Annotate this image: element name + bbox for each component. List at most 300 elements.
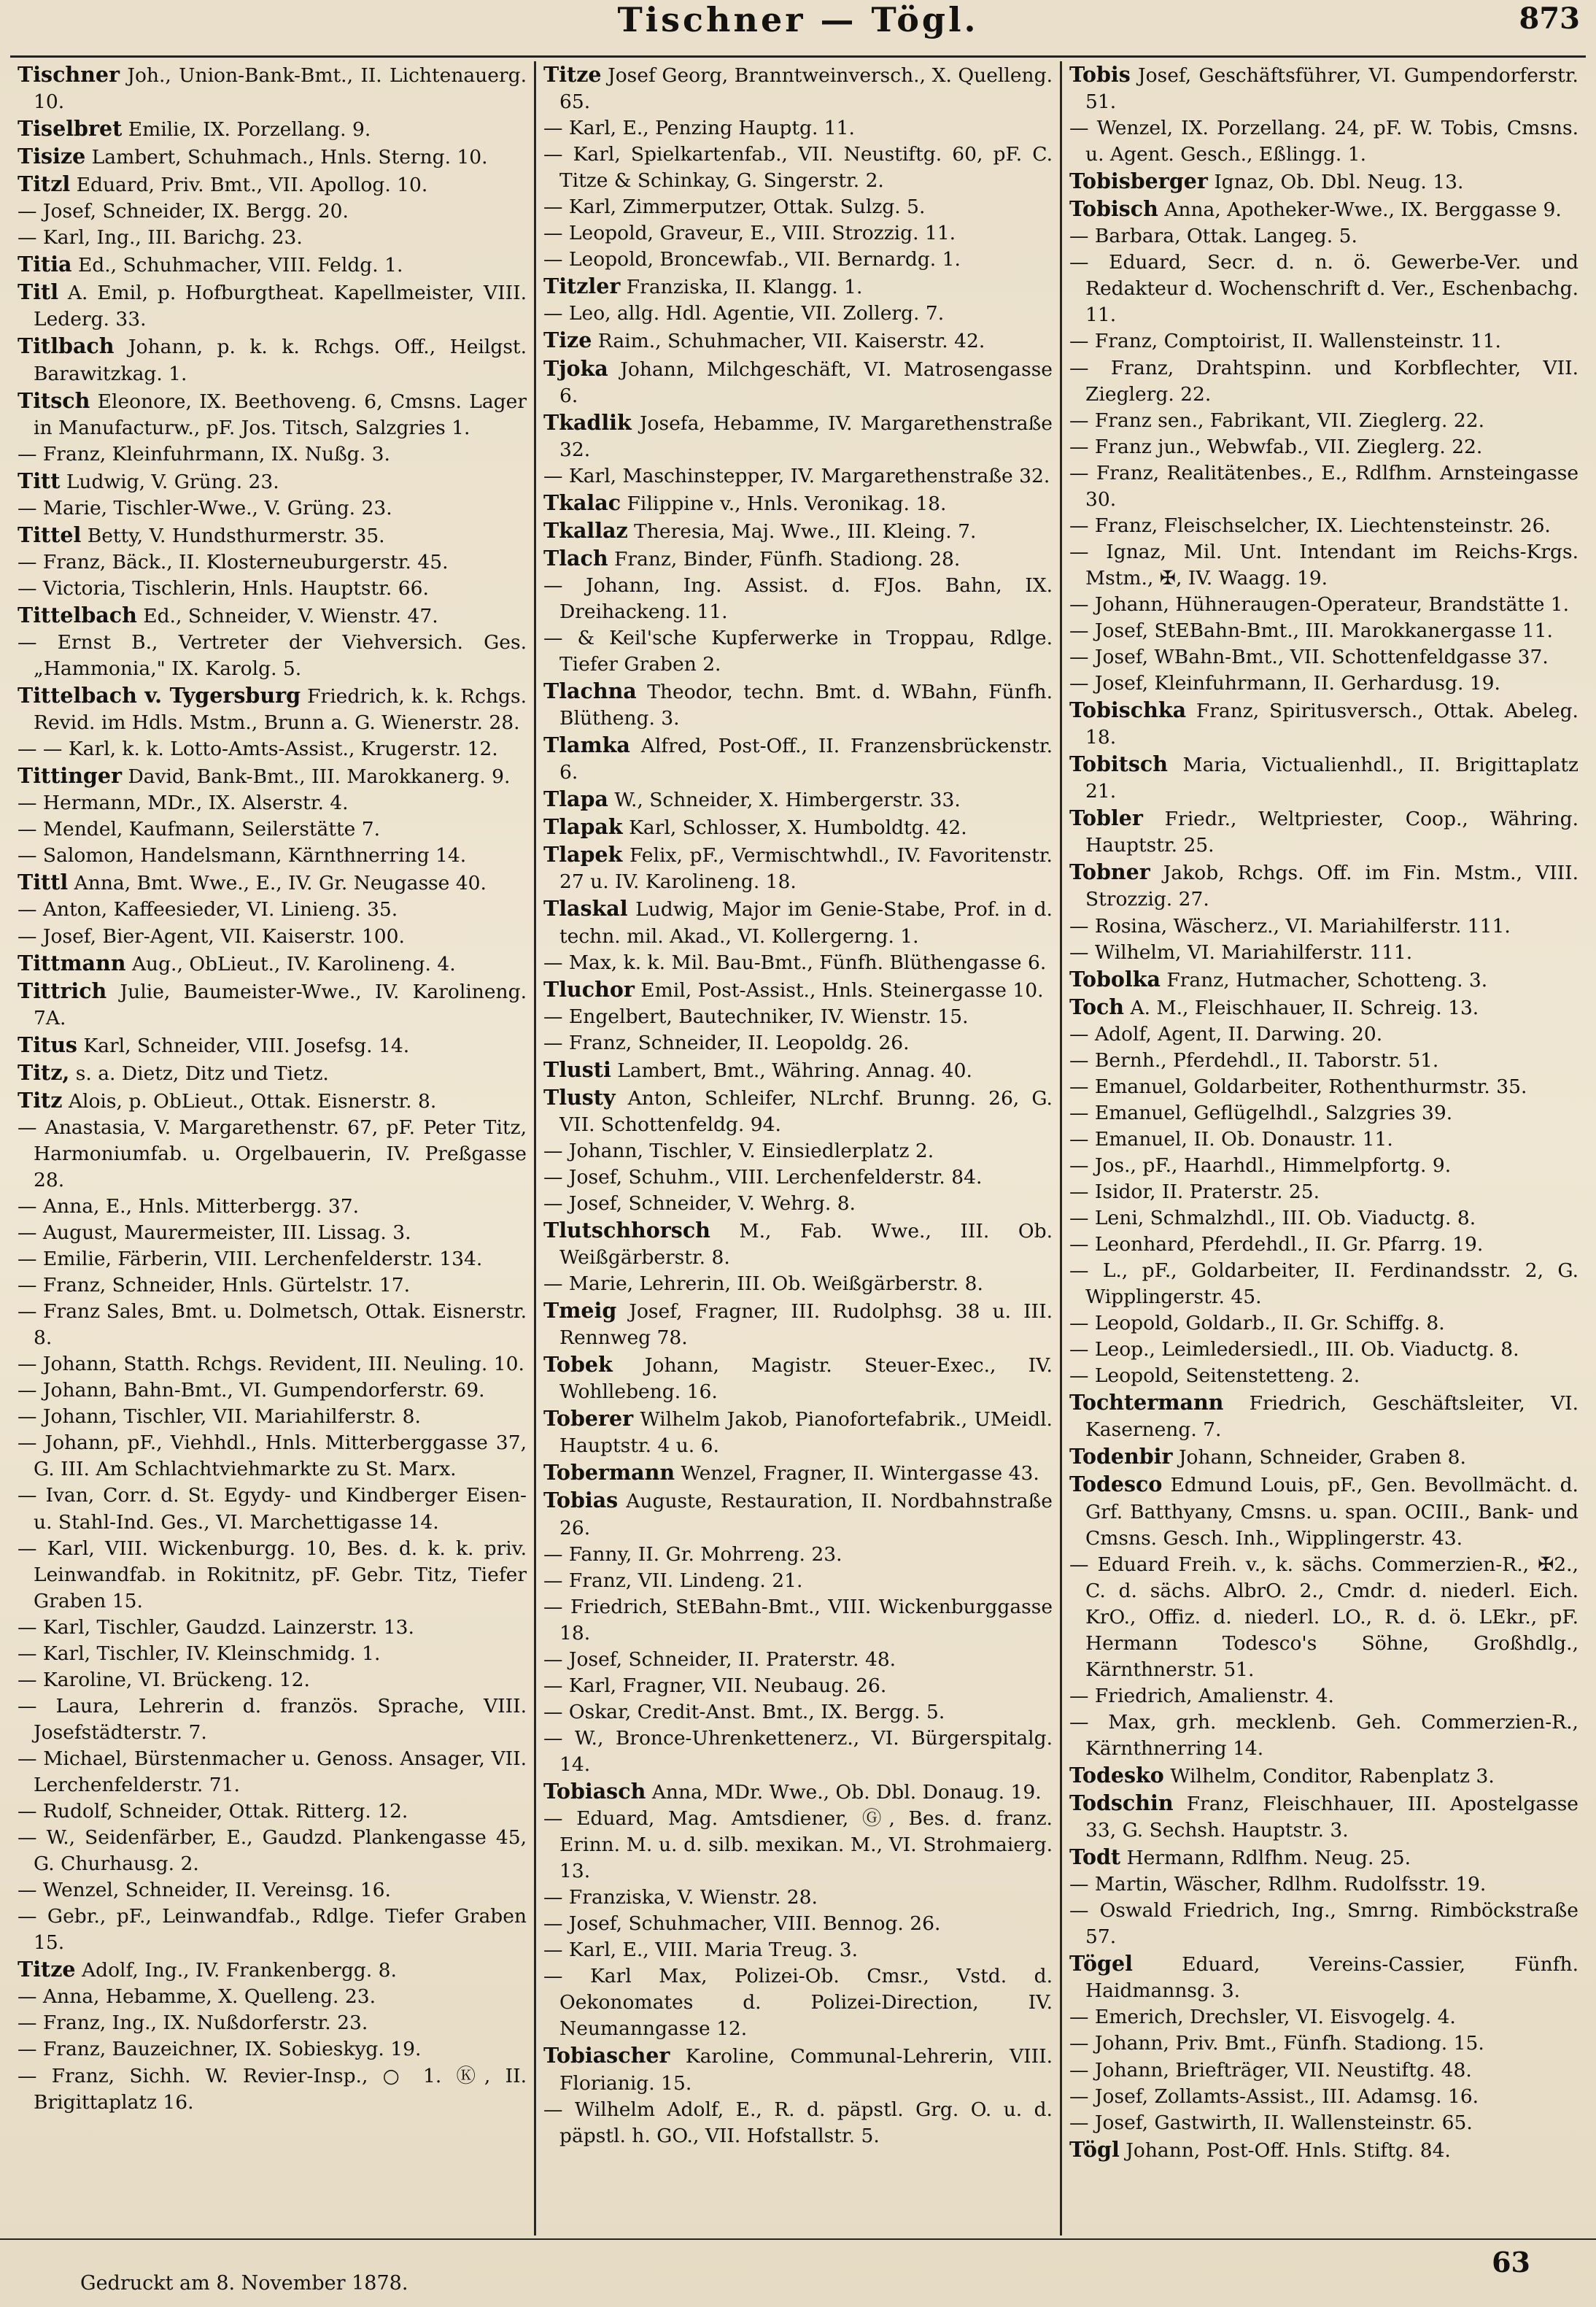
entry-details: — Josef, Schuhmacher, VIII. Bennog. 26. (543, 1912, 941, 1936)
entry-details: A. Emil, p. Hofburgtheat. Kapellmeister, VIII. Lederg. 33. (34, 282, 527, 331)
entry-details: — Max, k. k. Mil. Bau-Bmt., Fünfh. Blüthengasse 6. (543, 951, 1047, 974)
entry-details: Johann, Magistr. Steuer-Exec., IV. Wohllebeng. 16. (559, 1354, 1053, 1404)
entry-details: — Karl, Zimmerputzer, Ottak. Sulzg. 5. (543, 196, 926, 219)
entry-details: — Leni, Schmalzhdl., III. Ob. Viaductg. 8. (1069, 1207, 1476, 1230)
entry-details: Friedrich, k. k. Rchgs. Revid. im Hdls. Mstm., Brunn a. G. Wienerstr. 28. (34, 685, 527, 735)
directory-entry (18, 1430, 527, 1483)
directory-entry (543, 1542, 1053, 1568)
directory-entry (1069, 355, 1578, 408)
directory-entry (543, 545, 1053, 573)
entry-details: — Johann, Ing. Assist. d. FJos. Bahn, IX. Dreihackeng. 11. (543, 573, 1053, 623)
page-header (10, 0, 1586, 66)
entry-details: — Johann, Briefträger, VII. Neustiftg. 48. (1069, 2058, 1472, 2082)
entry-details: — Franz, Bäck., II. Klosterneuburgerstr. 45. (18, 550, 449, 573)
directory-entry (543, 355, 1053, 409)
directory-entry (18, 115, 527, 143)
entry-details: — Leopold, Seitenstetteng. 2. (1069, 1364, 1360, 1388)
directory-entry (1069, 618, 1578, 644)
entry-details: — Leo, allg. Hdl. Agentie, VII. Zollerg. 7. (543, 302, 945, 325)
entry-details: Ed., Schneider, V. Wienstr. 47. (143, 604, 438, 627)
directory-entry (543, 1004, 1053, 1030)
directory-entry (18, 1984, 527, 2010)
entry-details: — Rudolf, Schneider, Ottak. Ritterg. 12. (18, 1800, 408, 1823)
entry-details: Josef Georg, Branntweinversch., X. Quelleng. 65. (559, 64, 1053, 114)
directory-entry (1069, 1127, 1578, 1153)
directory-entry (18, 441, 527, 468)
entry-details: — Salomon, Handelsmann, Kärnthnerring 14. (18, 844, 467, 867)
entry-surname: Tisize (18, 144, 86, 169)
entry-details: — Josef, Schneider, II. Praterstr. 48. (543, 1647, 896, 1671)
directory-entry (18, 1641, 527, 1667)
entry-details: — — Karl, k. k. Lotto-Amts-Assist., Krugerstr. 12. (18, 738, 498, 761)
entry-details: — Franz, Comptoirist, II. Wallensteinstr. 11. (1069, 330, 1501, 353)
entry-details: — Ignaz, Mil. Unt. Intendant im Reichs-Krgs. Mstm., ✠, IV. Waagg. 19. (1069, 540, 1578, 590)
directory-entry (1069, 1100, 1578, 1127)
directory-entry (18, 1351, 527, 1377)
directory-entry (18, 1115, 527, 1194)
directory-entry (543, 463, 1053, 490)
directory-entry (18, 1825, 527, 1877)
directory-entry (1069, 460, 1578, 513)
entry-details: — Wilhelm, VI. Mariahilferstr. 111. (1069, 940, 1413, 964)
directory-entry (18, 790, 527, 816)
entry-details: — Anna, Hebamme, X. Quelleng. 23. (18, 1985, 376, 2009)
entry-details: — Johann, Tischler, VII. Mariahilferstr. 8. (18, 1405, 421, 1429)
entry-surname: Tobis (1069, 62, 1131, 87)
entry-details: — Engelbert, Bautechniker, IV. Wienstr. 15. (543, 1005, 969, 1028)
entry-surname: Tittinger (18, 763, 122, 789)
directory-entry (543, 678, 1053, 732)
directory-entry (543, 1647, 1053, 1673)
directory-entry (1069, 1048, 1578, 1074)
entry-details: — Anton, Kaffeesieder, VI. Linieng. 35. (18, 898, 398, 921)
entry-details: — Josef, StEBahn-Bmt., III. Marokkanergasse 11. (1069, 619, 1553, 642)
directory-entry (543, 327, 1053, 355)
entry-surname: Titze (543, 62, 602, 87)
entry-details: Friedr., Weltpriester, Coop., Währing. Hauptstr. 25. (1085, 808, 1578, 857)
entry-details: — Emanuel, Geflügelhdl., Salzgries 39. (1069, 1101, 1453, 1124)
entry-details: — Laura, Lehrerin d. französ. Sprache, VIII. Josefstädterstr. 7. (18, 1694, 527, 1744)
entry-details: Hermann, Rdlfhm. Neug. 25. (1126, 1847, 1411, 1870)
entry-details: — W., Seidenfärber, E., Gaudzd. Plankengasse 45, G. Churhausg. 2. (18, 1826, 527, 1876)
directory-entry (543, 409, 1053, 463)
directory-entry (543, 247, 1053, 273)
directory-entry (543, 1806, 1053, 1885)
entry-details: — Ivan, Corr. d. St. Egydy- und Kindberger Eisen- u. Stahl-Ind. Ges., VI. Marchettigasse 14. (18, 1484, 527, 1534)
entry-surname: Tkadlik (543, 409, 632, 435)
entry-details: — Karl, Fragner, VII. Neubaug. 26. (543, 1674, 887, 1697)
entry-details: — Anna, E., Hnls. Mitterbergg. 37. (18, 1194, 360, 1218)
entry-details: — Ernst B., Vertreter der Viehversich. Ges. „Hammonia," IX. Karolg. 5. (18, 630, 527, 681)
directory-entry (1069, 966, 1578, 994)
directory-entry (1069, 1552, 1578, 1683)
entry-surname: Tmeig (543, 1298, 617, 1323)
page-footer (0, 2238, 1596, 2298)
directory-entry (1069, 1179, 1578, 1205)
entry-details: — Franziska, V. Wienstr. 28. (543, 1886, 818, 1909)
entry-details: Betty, V. Hundsthurmerstr. 35. (87, 524, 385, 547)
entry-details: Anna, Apotheker-Wwe., IX. Berggasse 9. (1164, 198, 1562, 222)
directory-entry (18, 924, 527, 950)
directory-entry (18, 1087, 527, 1115)
directory-entry (18, 1746, 527, 1798)
directory-columns (10, 61, 1586, 2235)
entry-details: Franz, Binder, Fünfh. Stadiong. 28. (614, 547, 961, 571)
entry-surname: Tlapa (543, 787, 608, 812)
directory-entry (543, 2097, 1053, 2149)
entry-details: — Leopold, Broncewfab., VII. Bernardg. 1. (543, 248, 961, 271)
entry-surname: Tobisch (1069, 196, 1158, 222)
entry-surname: Tobitsch (1069, 751, 1168, 777)
entry-details: — Leopold, Graveur, E., VIII. Strozzig. 11. (543, 222, 956, 245)
entry-surname: Titsch (18, 387, 90, 413)
directory-entry (1069, 539, 1578, 592)
entry-details: — L., pF., Goldarbeiter, II. Ferdinandsstr. 2, G. Wipplingerstr. 45. (1069, 1259, 1578, 1309)
directory-entry (18, 1404, 527, 1430)
directory-entry (1069, 1709, 1578, 1762)
directory-entry (18, 1798, 527, 1825)
directory-entry (543, 1164, 1053, 1191)
entry-details: Filippine v., Hnls. Veronikag. 18. (627, 492, 947, 515)
entry-surname: Tochtermann (1069, 1390, 1224, 1415)
directory-entry (1069, 2004, 1578, 2030)
entry-details: — Friedrich, StEBahn-Bmt., VIII. Wickenburggasse 18. (543, 1595, 1053, 1645)
directory-entry (18, 522, 527, 549)
directory-entry (18, 333, 527, 387)
directory-entry (543, 1351, 1053, 1405)
entry-details: — Franz, Bauzeichner, IX. Sobieskyg. 19. (18, 2038, 422, 2061)
entry-details: Ed., Schuhmacher, VIII. Feldg. 1. (77, 254, 403, 277)
entry-details: A. M., Fleischhauer, II. Schreig. 13. (1130, 996, 1479, 1019)
directory-entry (543, 1487, 1053, 1541)
directory-entry (543, 1963, 1053, 2042)
entry-details: — Franz, Fleischselcher, IX. Liechtensteinstr. 26. (1069, 514, 1551, 537)
entry-details: — Wenzel, Schneider, II. Vereinsg. 16. (18, 1879, 391, 1902)
directory-entry (18, 198, 527, 225)
entry-details: — Friedrich, Amalienstr. 4. (1069, 1684, 1334, 1707)
entry-details: Joh., Union-Bank-Bmt., II. Lichtenauerg. 10. (34, 64, 527, 114)
directory-entry (543, 1191, 1053, 1217)
entry-details: — Josef, Schneider, V. Wehrg. 8. (543, 1191, 856, 1215)
directory-entry (543, 1084, 1053, 1138)
directory-entry (18, 630, 527, 682)
entry-details: — Karl Max, Polizei-Ob. Cmsr., Vstd. d. Oekonomates d. Polizei-Direction, IV. Neumanngasse 12. (543, 1965, 1053, 2041)
entry-details: — August, Maurermeister, III. Lissag. 3. (18, 1221, 411, 1245)
directory-entry (18, 1667, 527, 1693)
entry-surname: Tobias (543, 1488, 619, 1513)
entry-details: — Marie, Lehrerin, III. Ob. Weißgärberstr. 8. (543, 1272, 983, 1296)
column-right (1060, 61, 1586, 2235)
directory-entry (1069, 1363, 1578, 1389)
directory-entry (18, 816, 527, 843)
entry-details: — Bernh., Pferdehdl., II. Taborstr. 51. (1069, 1048, 1439, 1072)
entry-details: — Max, grh. mecklenb. Geh. Commerzien-R., Kärnthnerring 14. (1069, 1710, 1578, 1760)
directory-entry (543, 1056, 1053, 1084)
entry-details: — Michael, Bürstenmacher u. Genoss. Ansager, VII. Lerchenfelderstr. 71. (18, 1747, 527, 1796)
entry-details: — Johann, Statth. Rchgs. Revident, III. Neuling. 10. (18, 1353, 524, 1376)
directory-entry (1069, 1762, 1578, 1790)
directory-entry (18, 762, 527, 790)
entry-details: — Karl, Ing., III. Barichg. 23. (18, 226, 303, 250)
directory-entry (1069, 1258, 1578, 1310)
directory-entry (18, 2063, 527, 2116)
directory-entry (1069, 1471, 1578, 1551)
directory-entry (1069, 1898, 1578, 1950)
directory-entry (543, 220, 1053, 247)
entry-surname: Titlbach (18, 333, 115, 359)
directory-entry (543, 1217, 1053, 1271)
entry-surname: Tögl (1069, 2136, 1120, 2162)
entry-details: — Hermann, MDr., IX. Alserstr. 4. (18, 792, 349, 815)
entry-details: — Emilie, Färberin, VIII. Lerchenfelderstr. 134. (18, 1248, 483, 1271)
entry-details: — Karl, Tischler, IV. Kleinschmidg. 1. (18, 1642, 381, 1665)
entry-details: Emilie, IX. Porzellang. 9. (128, 118, 371, 142)
entry-surname: Tlamka (543, 733, 630, 758)
directory-entry (1069, 1871, 1578, 1898)
entry-details: Alfred, Post-Off., II. Franzensbrückenstr. 6. (559, 735, 1053, 784)
entry-surname: Tlusti (543, 1056, 611, 1082)
directory-entry (543, 895, 1053, 949)
entry-details: Theodor, techn. Bmt. d. WBahn, Fünfh. Blütheng. 3. (559, 681, 1053, 730)
directory-entry (18, 143, 527, 171)
entry-details: — Victoria, Tischlerin, Hnls. Hauptstr. 66. (18, 576, 429, 600)
directory-entry (1069, 408, 1578, 434)
directory-entry (543, 1030, 1053, 1056)
directory-entry (18, 869, 527, 897)
page-number: 873 (1519, 1, 1580, 36)
entry-surname: Tlachna (543, 679, 637, 704)
entry-details: Jakob, Rchgs. Off. im Fin. Mstm., VIII. Strozzig. 27. (1085, 862, 1578, 911)
directory-entry (543, 2042, 1053, 2096)
directory-entry (1069, 2057, 1578, 2084)
entry-surname: Titia (18, 252, 72, 277)
directory-entry (18, 1615, 527, 1641)
entry-surname: Tobisberger (1069, 169, 1208, 194)
entry-details: Johann, Schneider, Graben 8. (1178, 1446, 1466, 1469)
directory-entry (1069, 328, 1578, 355)
entry-surname: Tögel (1069, 1951, 1133, 1976)
entry-details: — Johann, Tischler, V. Einsiedlerplatz 2. (543, 1139, 934, 1162)
directory-entry (543, 517, 1053, 545)
entry-details: — Karl, E., VIII. Maria Treug. 3. (543, 1939, 859, 1962)
column-middle (534, 61, 1060, 2235)
directory-entry (543, 1673, 1053, 1699)
directory-entry (1069, 2030, 1578, 2057)
entry-details: — Leopold, Goldarb., II. Gr. Schiffg. 8. (1069, 1312, 1445, 1335)
entry-details: Karoline, Communal-Lehrerin, VIII. Florianig. 15. (559, 2045, 1053, 2095)
entry-details: Edmund Louis, pF., Gen. Bevollmächt. d. Grf. Batthyany, Cmsns. u. span. OCIII., Bank- und Cmsns. Gesch. Inh., Wipplingerstr. 43. (1085, 1474, 1578, 1550)
entry-surname: Todesco (1069, 1472, 1163, 1497)
entry-details: Julie, Baumeister-Wwe., IV. Karolineng. 7A. (34, 980, 527, 1029)
directory-entry (18, 2010, 527, 2036)
entry-details: Franz, Spiritusversch., Ottak. Abeleg. 18. (1085, 700, 1578, 749)
directory-entry (1069, 1337, 1578, 1363)
entry-details: Karl, Schlosser, X. Humboldtg. 42. (629, 816, 967, 840)
entry-surname: Tobiascher (543, 2043, 670, 2068)
entry-details: Wilhelm Jakob, Pianofortefabrik., UMeidl. Hauptstr. 4 u. 6. (559, 1408, 1053, 1458)
directory-entry (1069, 1153, 1578, 1179)
entry-details: — Adolf, Agent, II. Darwing. 20. (1069, 1022, 1383, 1046)
directory-entry (18, 978, 527, 1032)
entry-details: Wenzel, Fragner, II. Wintergasse 43. (681, 1462, 1039, 1485)
directory-entry (18, 1299, 527, 1351)
directory-entry (18, 682, 527, 736)
directory-entry (543, 1911, 1053, 1937)
directory-entry (18, 495, 527, 522)
entry-surname: Titzl (18, 171, 71, 197)
directory-entry (18, 2036, 527, 2063)
directory-entry (18, 549, 527, 576)
entry-details: Anna, MDr. Wwe., Ob. Dbl. Donaug. 19. (651, 1781, 1042, 1804)
entry-surname: Tobiasch (543, 1779, 646, 1804)
entry-surname: Titz, (18, 1059, 70, 1085)
directory-entry (1069, 940, 1578, 966)
entry-details: — Oswald Friedrich, Ing., Smrng. Rimböckstraße 57. (1069, 1899, 1578, 1949)
directory-entry (1069, 1844, 1578, 1871)
directory-entry (18, 171, 527, 198)
directory-entry (543, 573, 1053, 625)
entry-details: Lambert, Bmt., Währing. Annag. 40. (617, 1059, 972, 1082)
entry-details: — Karl, Spielkartenfab., VII. Neustiftg. 60, pF. C. Titze & Schinkay, G. Singerstr. 2. (543, 143, 1053, 193)
entry-surname: Tlach (543, 545, 608, 571)
directory-entry (543, 1594, 1053, 1647)
directory-entry (18, 387, 527, 441)
entry-details: — Josef, Schuhm., VIII. Lerchenfelderstr. 84. (543, 1165, 983, 1189)
entry-details: Theresia, Maj. Wwe., III. Kleing. 7. (634, 519, 977, 543)
directory-entry (18, 225, 527, 251)
directory-entry (18, 1272, 527, 1299)
entry-details: — Leop., Leimledersiedl., III. Ob. Viaductg. 8. (1069, 1338, 1519, 1361)
entry-surname: Toch (1069, 994, 1125, 1019)
entry-details: — Eduard Freih. v., k. sächs. Commerzien-R., ✠2., C. d. sächs. AlbrO. 2., Cmdr. d. niederl. Eich. KrO., Offiz. d. niederl. LO., R. d. ö. LEkr., pF. Hermann Todesco's Söhne, Großhdlg., Kärnthnerstr. 51. (1069, 1553, 1578, 1681)
running-title: Tischner — Tögl. (617, 0, 979, 39)
entry-details: Maria, Victualienhdl., II. Brigittaplatz 21. (1085, 754, 1578, 803)
directory-entry (18, 251, 527, 279)
entry-surname: Titus (18, 1032, 77, 1057)
entry-details: — Leonhard, Pferdehdl., II. Gr. Pfarrg. 19. (1069, 1233, 1484, 1256)
entry-details: — Eduard, Mag. Amtsdiener, Ⓖ, Bes. d. franz. Erinn. M. u. d. silb. mexikan. M., VI. Strohmaierg. 13. (543, 1807, 1053, 1883)
directory-entry (1069, 751, 1578, 805)
entry-surname: Tittrich (18, 978, 107, 1003)
entry-surname: Tobermann (543, 1460, 675, 1485)
entry-surname: Titz (18, 1087, 63, 1113)
sheet-number: 63 (1492, 2246, 1530, 2279)
entry-surname: Titze (18, 1957, 76, 1982)
entry-details: — Franz, Kleinfuhrmann, IX. Nußg. 3. (18, 442, 390, 465)
entry-details: — Franz, Schneider, Hnls. Gürtelstr. 17. (18, 1274, 410, 1297)
entry-surname: Titl (18, 279, 59, 305)
entry-details: — Jos., pF., Haarhdl., Himmelpfortg. 9. (1069, 1154, 1452, 1177)
directory-entry (1069, 434, 1578, 460)
entry-details: Wilhelm, Conditor, Rabenplatz 3. (1170, 1765, 1495, 1788)
directory-entry (543, 61, 1053, 115)
entry-details: Franz, Fleischhauer, III. Apostelgasse 33, G. Sechsh. Hauptstr. 3. (1085, 1793, 1578, 1842)
entry-surname: Tischner (18, 62, 120, 87)
entry-surname: Tittmann (18, 950, 126, 975)
directory-entry (1069, 592, 1578, 618)
directory-entry (1069, 1389, 1578, 1443)
directory-entry (18, 950, 527, 978)
directory-entry (1069, 1074, 1578, 1100)
directory-entry (18, 1877, 527, 1904)
directory-entry (1069, 805, 1578, 859)
directory-entry (543, 115, 1053, 142)
entry-details: Josefa, Hebamme, IV. Margarethenstraße 32. (559, 411, 1053, 461)
entry-details: — Karl, Tischler, Gaudzd. Lainzerstr. 13. (18, 1615, 414, 1639)
directory-entry (543, 1726, 1053, 1778)
directory-entry (18, 897, 527, 923)
directory-entry (18, 1194, 527, 1220)
directory-entry (1069, 2110, 1578, 2136)
entry-details: — Karl, E., Penzing Hauptg. 11. (543, 117, 855, 140)
directory-entry (543, 1937, 1053, 1963)
entry-details: Johann, Post-Off. Hnls. Stiftg. 84. (1126, 2138, 1451, 2162)
directory-entry (543, 950, 1053, 976)
entry-details: — Oskar, Credit-Anst. Bmt., IX. Bergg. 5. (543, 1700, 945, 1723)
entry-details: — Franz, Ing., IX. Nußdorferstr. 23. (18, 2012, 368, 2035)
entry-details: — Karl, Maschinstepper, IV. Margarethenstraße 32. (543, 464, 1050, 487)
directory-entry (18, 843, 527, 869)
directory-entry (1069, 2084, 1578, 2110)
entry-surname: Tlutschhorsch (543, 1218, 710, 1243)
directory-entry (18, 602, 527, 630)
directory-entry (1069, 1443, 1578, 1471)
directory-entry (543, 976, 1053, 1004)
entry-details: — Josef, Zollamts-Assist., III. Adamsg. 16. (1069, 2084, 1479, 2108)
directory-entry (543, 1885, 1053, 1911)
header-rule (10, 55, 1586, 58)
directory-entry (543, 786, 1053, 814)
entry-details: Felix, pF., Vermischtwhdl., IV. Favoritenstr. 27 u. IV. Karolineng. 18. (559, 844, 1053, 894)
entry-details: — Josef, Bier-Agent, VII. Kaiserstr. 100. (18, 924, 405, 948)
entry-details: Anton, Schleifer, NLrchf. Brunng. 26, G. VII. Schottenfeldg. 94. (559, 1086, 1053, 1136)
entry-details: — Martin, Wäscher, Rdlhm. Rudolfsstr. 19. (1069, 1873, 1487, 1896)
directory-entry (1069, 697, 1578, 751)
directory-entry (543, 301, 1053, 327)
entry-details: — Mendel, Kaufmann, Seilerstätte 7. (18, 818, 381, 841)
entry-details: Josef, Fragner, III. Rudolphsg. 38 u. III. Rennweg 78. (559, 1300, 1053, 1350)
entry-details: W., Schneider, X. Himbergerstr. 33. (614, 789, 961, 812)
entry-surname: Todt (1069, 1844, 1121, 1870)
directory-entry (1069, 61, 1578, 115)
entry-details: M., Fab. Wwe., III. Ob. Weißgärberstr. 8. (559, 1220, 1053, 1270)
entry-details: — Josef, Gastwirth, II. Wallensteinstr. 65. (1069, 2111, 1473, 2134)
entry-surname: Tittl (18, 870, 69, 895)
directory-entry (1069, 913, 1578, 940)
directory-entry (18, 1032, 527, 1059)
entry-surname: Todenbir (1069, 1444, 1173, 1469)
entry-details: Ignaz, Ob. Dbl. Neug. 13. (1214, 171, 1464, 194)
entry-details: Aug., ObLieut., IV. Karolineng. 4. (131, 952, 456, 975)
entry-surname: Toberer (543, 1406, 634, 1431)
entry-details: — Franz, VII. Lindeng. 21. (543, 1569, 803, 1592)
directory-entry (18, 61, 527, 115)
entry-surname: Tobischka (1069, 697, 1187, 723)
entry-details: Franziska, II. Klangg. 1. (626, 276, 863, 299)
directory-entry (1069, 223, 1578, 250)
entry-details: Auguste, Restauration, II. Nordbahnstraße 26. (559, 1490, 1053, 1539)
entry-details: — Johann, Priv. Bmt., Fünfh. Stadiong. 15. (1069, 2032, 1484, 2055)
entry-details: — W., Bronce-Uhrenkettenerz., VI. Bürgerspitalg. 14. (543, 1726, 1053, 1776)
entry-details: Ludwig, V. Grüng. 23. (66, 470, 279, 493)
entry-details: — Franz, Schneider, II. Leopoldg. 26. (543, 1031, 910, 1054)
entry-details: — Franz, Sichh. W. Revier-Insp., ○ 1. Ⓚ, II. Brigittaplatz 16. (18, 2064, 527, 2114)
directory-entry (1069, 1205, 1578, 1232)
entry-details: — Franz sen., Fabrikant, VII. Zieglerg. 22. (1069, 409, 1484, 432)
entry-details: — Wilhelm Adolf, E., R. d. päpstl. Grg. O. u. d. päpstl. h. GO., VII. Hofstallstr. 5. (543, 2098, 1053, 2147)
directory-entry (543, 1778, 1053, 1806)
entry-details: — Gebr., pF., Leinwandfab., Rdlge. Tiefer Graben 15. (18, 1905, 527, 1955)
